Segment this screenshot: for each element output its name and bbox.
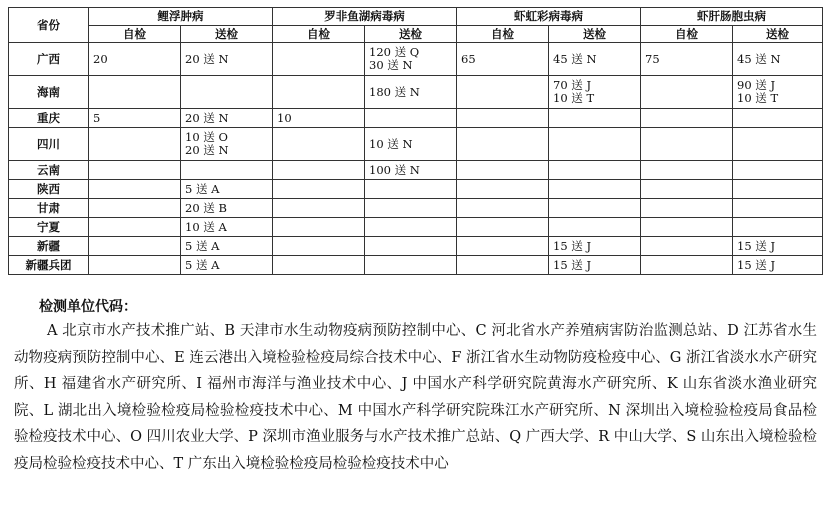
value-cell: [641, 199, 733, 218]
value-cell: [365, 256, 457, 275]
value-cell: [457, 161, 549, 180]
cell-line: 5 送 A: [185, 257, 220, 272]
value-cell: [733, 218, 823, 237]
province-cell: 新疆兵团: [9, 256, 89, 275]
table-row: [9, 256, 823, 275]
cell-line: 10 送 N: [369, 136, 413, 151]
cell-line: 70 送 J: [553, 78, 592, 92]
value-cell: [365, 218, 457, 237]
value-cell: [181, 109, 273, 128]
value-cell: [365, 237, 457, 256]
value-cell: [273, 161, 365, 180]
value-cell: [549, 180, 641, 199]
cell-line: 20 送 N: [185, 51, 229, 66]
value-cell: [365, 76, 457, 109]
table-row: [9, 199, 823, 218]
value-cell: [733, 43, 823, 76]
value-cell: [457, 109, 549, 128]
table-row: [9, 237, 823, 256]
value-cell: [89, 256, 181, 275]
header-row-methods: [9, 26, 823, 43]
table-row: [9, 43, 823, 76]
value-cell: [549, 109, 641, 128]
value-cell: [733, 256, 823, 275]
province-cell: 甘肃: [9, 199, 89, 218]
value-cell: [549, 199, 641, 218]
value-cell: [89, 43, 181, 76]
value-cell: [733, 109, 823, 128]
value-cell: [273, 128, 365, 161]
value-cell: [457, 128, 549, 161]
value-cell: [549, 218, 641, 237]
cell-line: 20 送 N: [185, 143, 229, 157]
value-cell: [549, 161, 641, 180]
value-cell: [641, 237, 733, 256]
cell-line: 75: [645, 51, 660, 66]
header-sent-test: 送检: [181, 26, 273, 43]
value-cell: [457, 237, 549, 256]
value-cell: [181, 256, 273, 275]
province-cell: 四川: [9, 128, 89, 161]
cell-line: 10 送 T: [553, 91, 595, 105]
value-cell: [641, 256, 733, 275]
value-cell: [365, 128, 457, 161]
value-cell: [273, 256, 365, 275]
detection-table: [8, 7, 823, 275]
value-cell: [89, 109, 181, 128]
value-cell: [273, 237, 365, 256]
table-body: [9, 43, 823, 275]
cell-line: 5 送 A: [185, 181, 220, 196]
province-cell: 宁夏: [9, 218, 89, 237]
table-row: [9, 76, 823, 109]
value-cell: [365, 161, 457, 180]
cell-line: 20: [93, 51, 108, 66]
value-cell: [89, 199, 181, 218]
value-cell: [457, 43, 549, 76]
province-cell: 重庆: [9, 109, 89, 128]
value-cell: [365, 43, 457, 76]
province-cell: 陕西: [9, 180, 89, 199]
value-cell: [273, 180, 365, 199]
value-cell: [181, 237, 273, 256]
cell-line: 5 送 A: [185, 238, 220, 253]
value-cell: [89, 161, 181, 180]
value-cell: [641, 161, 733, 180]
value-cell: [273, 199, 365, 218]
value-cell: [733, 199, 823, 218]
value-cell: [641, 180, 733, 199]
header-disease-ehp: 虾肝肠胞虫病: [641, 8, 823, 26]
cell-line: 15 送 J: [553, 238, 592, 253]
province-cell: 海南: [9, 76, 89, 109]
value-cell: [365, 180, 457, 199]
value-cell: [273, 76, 365, 109]
cell-line: 15 送 J: [553, 257, 592, 272]
value-cell: [549, 237, 641, 256]
value-cell: [89, 128, 181, 161]
table-row: [9, 161, 823, 180]
header-disease-shrimp-iridovirus: 虾虹彩病毒病: [457, 8, 641, 26]
value-cell: [733, 76, 823, 109]
cell-line: 10 送 O: [185, 130, 228, 144]
cell-line: 20 送 N: [185, 110, 229, 125]
cell-line: 10 送 A: [185, 219, 227, 234]
value-cell: [181, 43, 273, 76]
value-cell: [365, 109, 457, 128]
province-cell: 云南: [9, 161, 89, 180]
value-cell: [181, 199, 273, 218]
cell-line: 10: [277, 110, 292, 125]
header-self-test: 自检: [273, 26, 365, 43]
cell-line: 180 送 N: [369, 84, 420, 99]
value-cell: [733, 237, 823, 256]
value-cell: [457, 199, 549, 218]
legend-title: 检测单位代码：: [39, 299, 137, 315]
cell-line: 90 送 J: [737, 78, 776, 92]
province-cell: 新疆: [9, 237, 89, 256]
value-cell: [89, 76, 181, 109]
value-cell: [549, 76, 641, 109]
cell-line: 15 送 J: [737, 257, 776, 272]
header-disease-koi-edema: 鲤浮肿病: [89, 8, 273, 26]
header-sent-test: 送检: [733, 26, 823, 43]
header-self-test: 自检: [457, 26, 549, 43]
value-cell: [457, 256, 549, 275]
header-self-test: 自检: [89, 26, 181, 43]
cell-line: 5: [93, 110, 101, 125]
value-cell: [549, 256, 641, 275]
value-cell: [641, 43, 733, 76]
cell-line: 45 送 N: [737, 51, 781, 66]
value-cell: [181, 128, 273, 161]
value-cell: [733, 161, 823, 180]
value-cell: [549, 128, 641, 161]
cell-line: 45 送 N: [553, 51, 597, 66]
value-cell: [457, 180, 549, 199]
value-cell: [365, 199, 457, 218]
header-sent-test: 送检: [549, 26, 641, 43]
header-disease-tilv: 罗非鱼湖病毒病: [273, 8, 457, 26]
cell-line: 120 送 Q: [369, 45, 420, 59]
value-cell: [641, 76, 733, 109]
table-row: [9, 128, 823, 161]
cell-line: 20 送 B: [185, 200, 227, 215]
value-cell: [641, 218, 733, 237]
header-self-test: 自检: [641, 26, 733, 43]
value-cell: [89, 180, 181, 199]
value-cell: [181, 76, 273, 109]
province-cell: 广西: [9, 43, 89, 76]
value-cell: [273, 218, 365, 237]
value-cell: [549, 43, 641, 76]
value-cell: [733, 128, 823, 161]
value-cell: [181, 218, 273, 237]
cell-line: 15 送 J: [737, 238, 776, 253]
cell-line: 10 送 T: [737, 91, 779, 105]
cell-line: 100 送 N: [369, 162, 420, 177]
table-row: [9, 218, 823, 237]
cell-line: 30 送 N: [369, 58, 413, 72]
value-cell: [733, 180, 823, 199]
value-cell: [457, 218, 549, 237]
table-row: [9, 180, 823, 199]
value-cell: [89, 218, 181, 237]
header-province: 省份: [9, 8, 89, 43]
header-row-diseases: [9, 8, 823, 26]
value-cell: [181, 161, 273, 180]
legend-body: A 北京市水产技术推广站、B 天津市水生动物疫病预防控制中心、C 河北省水产养殖病害防治监测总站、D 江苏省水生动物疫病预防控制中心、E 连云港出入境检验检疫局综合技术中心、F 浙江省水生动物防疫检疫中心、G 浙江省淡水水产研究所、H 福建省水产研究所、I 福州市海洋与渔业技术中心、J 中国水产科学研究院黄海水产研究所、K 山东省淡水渔业研究院、L 湖北出入境检验检疫局检验检疫技术中心、M 中国水产科学研究院珠江水产研究所、N 深圳出入境检验检疫局食品检验检疫技术中心、O 四川农业大学、P 深圳市渔业服务与水产技术推广总站、Q 广西大学、R 中山大学、S 山东出入境检验检疫局检验检疫技术中心、T 广东出入境检验检疫局检验检疫技术中心: [14, 323, 817, 472]
value-cell: [273, 109, 365, 128]
value-cell: [89, 237, 181, 256]
value-cell: [457, 76, 549, 109]
cell-line: 65: [461, 51, 476, 66]
table-row: [9, 109, 823, 128]
value-cell: [641, 109, 733, 128]
value-cell: [641, 128, 733, 161]
header-sent-test: 送检: [365, 26, 457, 43]
value-cell: [273, 43, 365, 76]
value-cell: [181, 180, 273, 199]
